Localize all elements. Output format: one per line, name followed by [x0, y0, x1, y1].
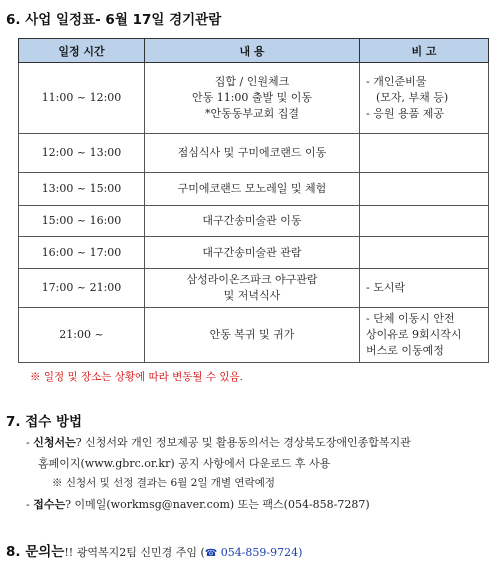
time-cell: 12:00 ~ 13:00 — [19, 134, 145, 173]
time-cell: 21:00 ~ — [19, 308, 145, 363]
schedule-table — [18, 38, 489, 363]
note-line: - 단체 이동시 안전 — [366, 312, 455, 325]
note-cell — [360, 308, 489, 363]
application-text: ? 신청서와 개인 정보제공 및 활용동의서는 경상북도장애인종합복지관 — [75, 436, 411, 449]
table-row — [19, 237, 489, 269]
content-cell: 대구간송미술관 이동 — [145, 206, 360, 237]
note-cell — [360, 63, 489, 134]
content-line: *안동동부교회 집결 — [204, 107, 299, 120]
application-notice: ※ 신청서 및 선정 결과는 6월 2일 개별 연락예정 — [52, 477, 275, 489]
application-paragraph: - 신청서는? 신청서와 개인 정보제공 및 활용동의서는 경상북도장애인종합복지관 — [26, 436, 411, 449]
section-7-title: 7. 접수 방법 — [6, 414, 83, 430]
phone-number[interactable]: 054-859-9724) — [217, 546, 303, 559]
note-line: (모자, 부채 등) — [376, 91, 449, 104]
note-cell — [360, 206, 489, 237]
content-cell — [145, 63, 360, 134]
note-line: 버스로 이동예정 — [366, 344, 444, 357]
schedule-change-notice: ※ 일정 및 장소는 상황에 따라 변동될 수 있음. — [30, 371, 243, 383]
time-cell: 13:00 ~ 15:00 — [19, 173, 145, 206]
reception-paragraph: - 접수는? 이메일(workmsg@naver.com) 또는 팩스(054-858-7287) — [26, 498, 370, 511]
reception-text: ? 이메일(workmsg@naver.com) 또는 팩스(054-858-7287) — [65, 498, 370, 511]
time-cell: 11:00 ~ 12:00 — [19, 63, 145, 134]
note-cell — [360, 134, 489, 173]
table-header-row — [19, 39, 489, 63]
note-cell — [360, 237, 489, 269]
section-8-paragraph — [6, 540, 302, 560]
content-line: 및 저녁식사 — [223, 289, 281, 302]
content-line: 안동 11:00 출발 및 이동 — [191, 91, 313, 104]
application-paragraph-line2: 홈페이지(www.gbrc.or.kr) 공지 사항에서 다운로드 후 사용 — [38, 457, 331, 470]
content-line: 집합 / 인원체크 — [214, 75, 290, 88]
content-cell — [145, 269, 360, 308]
content-line: 삼성라이온즈파크 야구관람 — [186, 273, 318, 286]
inquiry-text: !! 광역복지2팀 신민경 주임 ( — [64, 546, 205, 559]
note-line: 상이유로 9회시작시 — [366, 328, 462, 341]
note-line: - 개인준비물 — [366, 75, 427, 88]
table-row — [19, 134, 489, 173]
time-cell: 15:00 ~ 16:00 — [19, 206, 145, 237]
table-row — [19, 173, 489, 206]
table-row — [19, 206, 489, 237]
note-cell — [360, 173, 489, 206]
content-cell: 대구간송미술관 관람 — [145, 237, 360, 269]
time-cell: 17:00 ~ 21:00 — [19, 269, 145, 308]
table-row — [19, 308, 489, 363]
content-cell: 점심식사 및 구미에코랜드 이동 — [145, 134, 360, 173]
section-8-title: 8. 문의는 — [6, 544, 65, 560]
application-label: 신청서는 — [33, 436, 76, 449]
note-line: - 응원 용품 제공 — [366, 107, 444, 120]
note-cell: - 도시락 — [360, 269, 489, 308]
telephone-icon: ☎ — [204, 548, 218, 559]
table-row — [19, 63, 489, 134]
time-cell: 16:00 ~ 17:00 — [19, 237, 145, 269]
table-row — [19, 269, 489, 308]
header-note: 비 고 — [360, 39, 489, 63]
header-time: 일정 시간 — [19, 39, 145, 63]
reception-label: 접수는 — [33, 498, 66, 511]
section-6-title: 6. 사업 일정표- 6월 17일 경기관람 — [6, 12, 222, 28]
content-cell: 구미에코랜드 모노레일 및 체험 — [145, 173, 360, 206]
header-content: 내 용 — [145, 39, 360, 63]
content-cell: 안동 복귀 및 귀가 — [145, 308, 360, 363]
